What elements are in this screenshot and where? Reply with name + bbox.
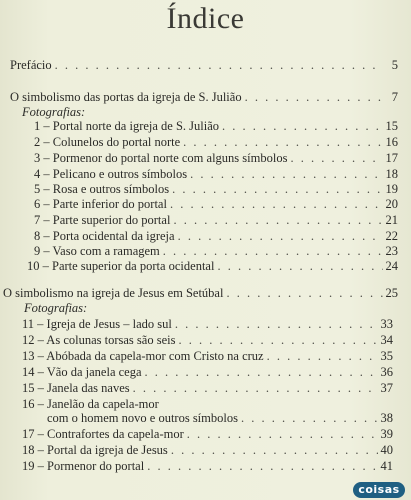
toc-page-number: 18 [385, 167, 398, 181]
toc-photo-entry [34, 166, 398, 182]
leader-dots [183, 134, 382, 150]
toc-photo-entry [27, 258, 398, 274]
toc-page-number: 20 [385, 197, 398, 211]
toc-entry-text: 11 – Igreja de Jesus – lado sul [22, 317, 172, 331]
leader-dots [173, 212, 382, 228]
toc-page-number: 37 [380, 381, 393, 395]
toc-entry-text: O simbolismo na igreja de Jesus em Setúbal [3, 286, 224, 300]
toc-photo-entry [34, 181, 398, 197]
leader-dots [147, 458, 377, 474]
leader-dots [163, 243, 383, 259]
leader-dots [290, 150, 382, 166]
toc-page-number: 24 [385, 259, 398, 273]
leader-dots [172, 181, 382, 197]
toc-entry-text: O simbolismo das portas da igreja de S. Julião [10, 90, 242, 104]
toc-photo-entry [34, 243, 398, 259]
toc-page-number: 5 [391, 58, 398, 72]
toc-photo-entry-text: 16 – Janelão da capela-mor [22, 397, 159, 411]
photos-label: Fotografias: [22, 105, 86, 119]
toc-entry-text: Prefácio [10, 58, 52, 72]
toc-page-number: 17 [385, 151, 398, 165]
leader-dots [187, 426, 378, 442]
toc-entry-text: 2 – Colunelos do portal norte [34, 135, 181, 149]
toc-page-number: 40 [380, 443, 393, 457]
toc-page-number: 33 [380, 317, 393, 331]
toc-page-number: 19 [385, 182, 398, 196]
toc-photo-entry [34, 212, 398, 228]
toc-page-number: 23 [385, 244, 398, 258]
leader-dots [145, 364, 378, 380]
watermark-logo: coisas [353, 482, 405, 498]
toc-entry-prefacio [10, 57, 398, 73]
toc-entry-text: 3 – Pormenor do portal norte com alguns símbolos [34, 151, 288, 165]
toc-page-number: 16 [385, 135, 398, 149]
toc-entry-text: 8 – Porta ocidental da igreja [34, 229, 175, 243]
toc-entry-text: 1 – Portal norte da igreja de S. Julião [34, 119, 220, 133]
toc-photo-entry [22, 426, 393, 442]
toc-entry-text: 18 – Portal da igreja de Jesus [22, 443, 168, 457]
toc-photo-entry [34, 118, 398, 134]
toc-entry-text: 9 – Vaso com a ramagem [34, 244, 160, 258]
toc-page-number: 35 [380, 349, 393, 363]
leader-dots [175, 316, 378, 332]
leader-dots [222, 118, 382, 134]
toc-photo-entry [22, 348, 393, 364]
toc-entry-text: 12 – As colunas torsas são seis [22, 333, 176, 347]
toc-entry-text: 19 – Pormenor do portal [22, 459, 145, 473]
toc-photo-entry-continued [47, 410, 393, 426]
leader-dots [178, 228, 383, 244]
leader-dots [226, 285, 382, 301]
toc-page-number: 22 [385, 229, 398, 243]
toc-page-number: 39 [380, 427, 393, 441]
toc-photo-entry [34, 150, 398, 166]
toc-entry-text: 15 – Janela das naves [22, 381, 130, 395]
leader-dots [178, 332, 377, 348]
leader-dots [241, 410, 378, 426]
toc-page-number: 7 [391, 90, 398, 104]
toc-page-number: 41 [380, 459, 393, 473]
page-title: Índice [166, 2, 245, 35]
leader-dots [55, 57, 383, 73]
leader-dots [133, 380, 378, 396]
toc-page-number: 25 [385, 286, 398, 300]
toc-photo-entry [22, 380, 393, 396]
leader-dots [217, 258, 382, 274]
toc-photo-entry [22, 458, 393, 474]
toc-entry-text: 4 – Pelicano e outros símbolos [34, 167, 188, 181]
toc-section-2 [3, 285, 398, 301]
leader-dots [245, 89, 383, 105]
toc-entry-text: 7 – Parte superior do portal [34, 213, 171, 227]
toc-photo-entry [22, 332, 393, 348]
toc-entry-text: 6 – Parte inferior do portal [34, 197, 167, 211]
toc-page-number: 34 [380, 333, 393, 347]
toc-photo-entry [34, 134, 398, 150]
toc-photo-entry [34, 196, 398, 212]
toc-photo-entry [22, 442, 393, 458]
toc-entry-text: 5 – Rosa e outros símbolos [34, 182, 170, 196]
leader-dots [171, 442, 378, 458]
toc-photo-entry [34, 228, 398, 244]
leader-dots [170, 196, 383, 212]
toc-page-number: 36 [380, 365, 393, 379]
toc-entry-text: 10 – Parte superior da porta ocidental [27, 259, 215, 273]
leader-dots [267, 348, 378, 364]
toc-entry-text: 13 – Abóbada da capela-mor com Cristo na cruz [22, 349, 264, 363]
toc-photo-entry [22, 364, 393, 380]
toc-photo-entry [22, 316, 393, 332]
photos-label: Fotografias: [24, 301, 88, 315]
toc-page-number: 38 [380, 411, 393, 425]
toc-page-number: 21 [385, 213, 398, 227]
toc-entry-text: com o homem novo e outros símbolos [47, 411, 238, 425]
leader-dots [190, 166, 382, 182]
toc-entry-text: 14 – Vão da janela cega [22, 365, 142, 379]
toc-section-1 [10, 89, 398, 105]
toc-page-number: 15 [385, 119, 398, 133]
toc-entry-text: 17 – Contrafortes da capela-mor [22, 427, 184, 441]
